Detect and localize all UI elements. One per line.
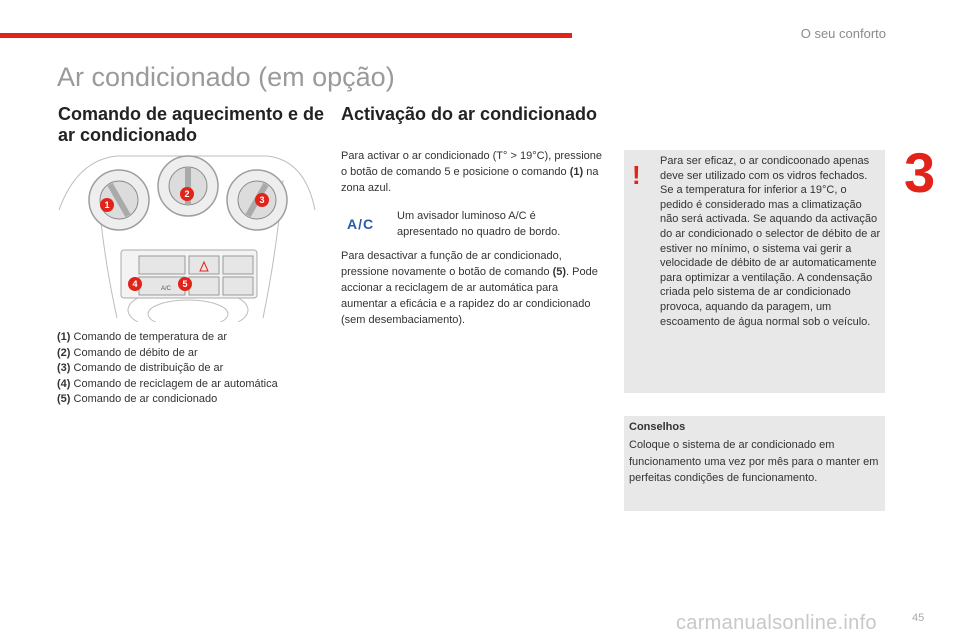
tip-text: Coloque o sistema de ar condicionado em funcionamento uma vez por mês para o manter em perfeitas condições de funcionamento. xyxy=(629,439,879,484)
tip-title: Conselhos xyxy=(629,421,686,433)
chapter-number: 3 xyxy=(904,141,936,204)
legend-item: (4) Comando de reciclagem de ar automática xyxy=(57,377,278,390)
legend-item: (3) Comando de distribuição de ar xyxy=(57,362,224,374)
left-heading: Comando de aquecimento e de ar condicionado xyxy=(58,104,325,145)
callout-5: 5 xyxy=(182,279,188,289)
legend-item: (2) Comando de débito de ar xyxy=(57,346,198,359)
control-panel-illustration xyxy=(57,150,319,322)
callout-3: 3 xyxy=(259,195,265,205)
callout-1: 1 xyxy=(104,200,110,210)
middle-heading: Activação do ar condicionado xyxy=(341,104,598,124)
deactivation-paragraph: Para desactivar a função de ar condicionado, pressione novamente o botão de comando (5). Pode accionar a reciclagem de ar automática para aumentar a eficácia e a rapidez do ar condicionado (sem desembaciamento). xyxy=(341,250,598,326)
legend-item: (5) Comando de ar condicionado xyxy=(57,393,218,405)
page-number: 45 xyxy=(912,612,925,624)
section-title: O seu conforto xyxy=(800,26,886,41)
warning-icon: ! xyxy=(632,160,641,190)
warning-text: Para ser eficaz, o ar condicoonado apenas deve ser utilizado com os vidros fechados. Se a temperatura for inferior a 19°C, o pedido é considerado mas a climatização não será activada. Se aquando da activação do ar condicionado o selector de débito de ar estiver no mínimo, o sistema vai gerir a velocidade de débito de ar automaticamente para optimizar a ventilação. A condensação criada pelo sistema de ar condicionado provoca, aquando da paragem, um escoamento de água normal sob o veículo. xyxy=(660,155,881,328)
panel-ac-label: A/C xyxy=(161,286,172,292)
legend-item: (1) Comando de temperatura de ar xyxy=(57,331,227,343)
page-title: Ar condicionado (em opção) xyxy=(57,62,395,92)
callout-2: 2 xyxy=(184,189,190,199)
header-accent-bar xyxy=(0,33,572,38)
ac-warning-light-icon: A/C xyxy=(347,216,375,232)
activation-paragraph: Para activar o ar condicionado (T° > 19°C), pressione o botão de comando 5 e posicione o comando (1) na zona azul. xyxy=(341,150,603,194)
legend-list xyxy=(57,330,327,408)
watermark: carmanualsonline.info xyxy=(676,612,877,634)
callout-4: 4 xyxy=(132,279,138,289)
ac-indicator-paragraph: Um avisador luminoso A/C é apresentado no quadro de bordo. xyxy=(397,210,561,238)
